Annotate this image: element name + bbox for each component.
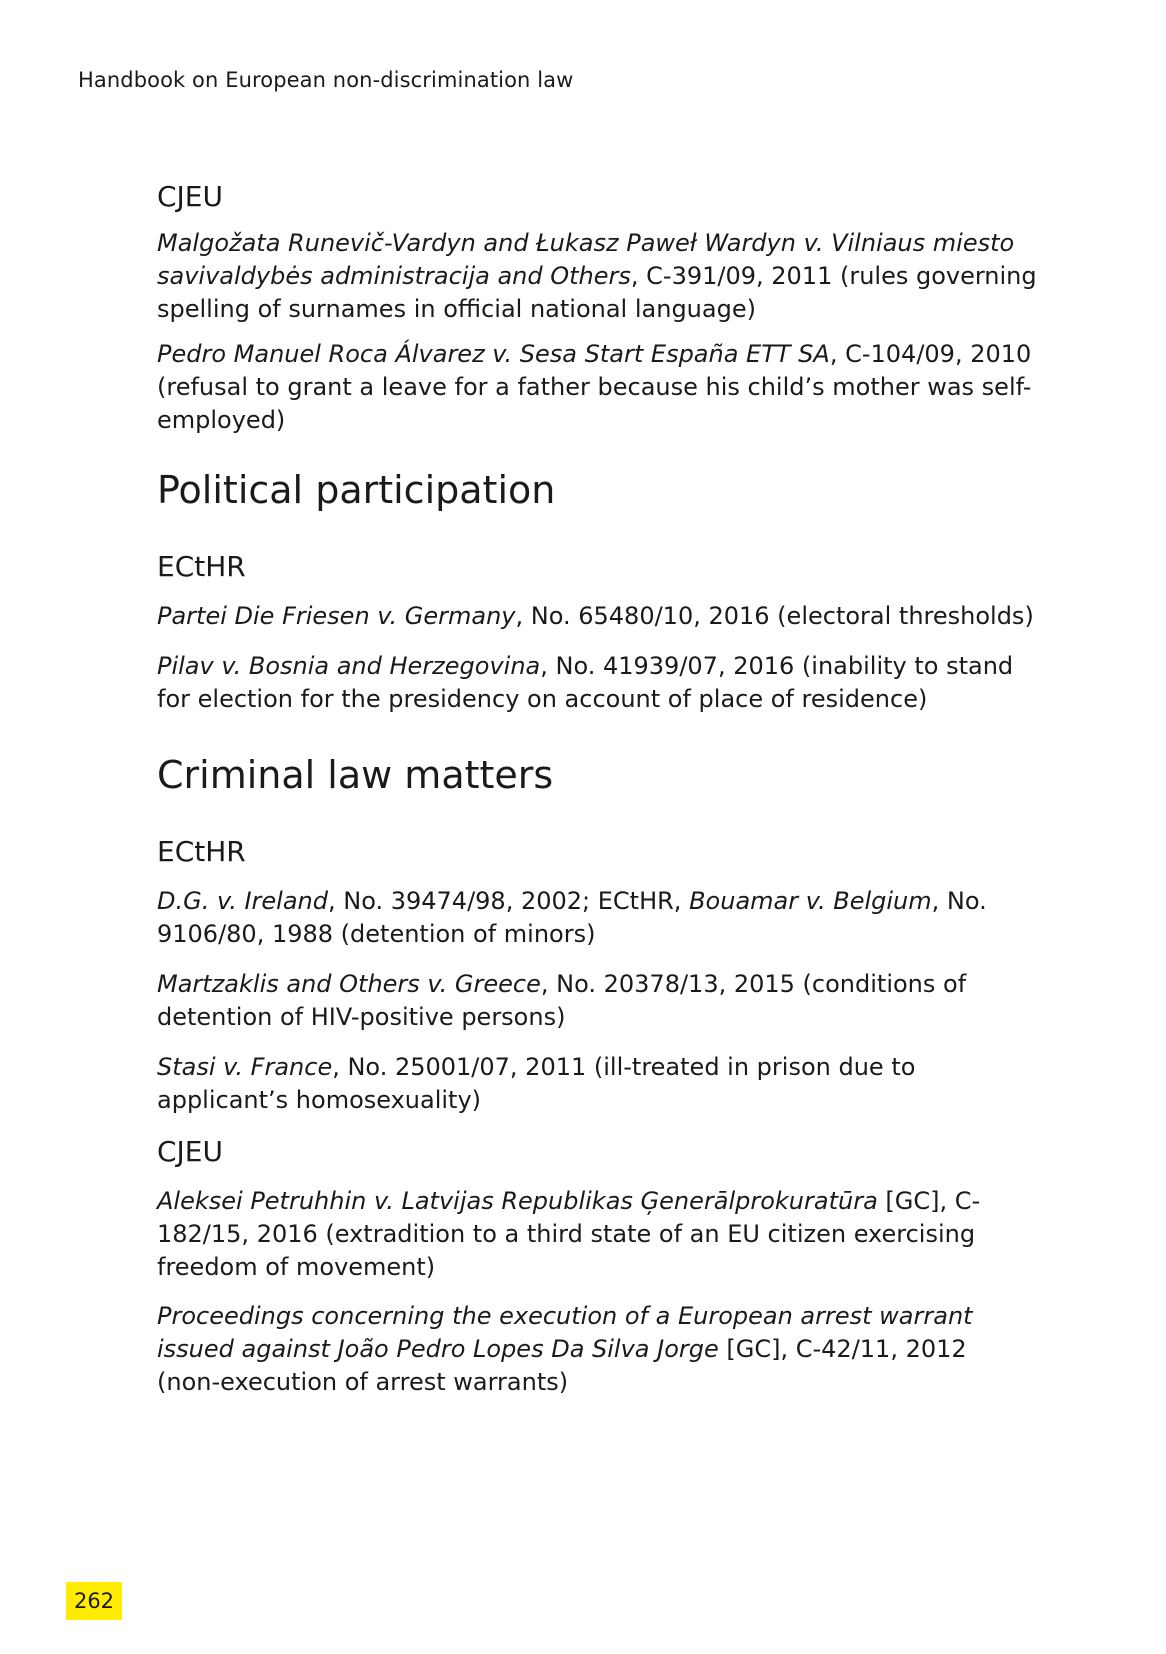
case-entry — [157, 600, 1037, 633]
running-header: Handbook on European non-discrimination law — [78, 68, 574, 92]
case-details: [GC], C-42/11, 2012 (non-execution of arrest warrants) — [157, 1335, 967, 1396]
case-details: , No. 25001/07, 2011 (ill-treated in prison due to applicant’s homosexuality) — [157, 1053, 916, 1114]
case-details: , No. 20378/13, 2015 (conditions of detention of HIV-positive persons) — [157, 970, 967, 1031]
case-entry — [157, 1300, 1037, 1399]
court-heading-cjeu: CJEU — [157, 1135, 223, 1168]
court-heading-cjeu: CJEU — [157, 180, 223, 213]
case-details: , No. 65480/10, 2016 (electoral thresholds) — [515, 602, 1034, 630]
case-entry — [157, 227, 1037, 326]
case-name: D.G. v. Ireland — [157, 887, 328, 915]
case-details: , C-104/09, 2010 (refusal to grant a leave for a father because his child’s mother was self-employed) — [157, 340, 1032, 434]
case-details: , No. 9106/80, 1988 (detention of minors) — [157, 887, 987, 948]
case-name: Aleksei Petruhhin v. Latvijas Republikas Ģenerālprokuratūra — [157, 1187, 878, 1215]
page-number: 262 — [66, 1582, 122, 1620]
case-details: , No. 39474/98, 2002; ECtHR, — [328, 887, 690, 915]
case-entry — [157, 968, 1037, 1034]
case-details: [GC], C-182/15, 2016 (extradition to a third state of an EU citizen exercising freedom of movement) — [157, 1187, 981, 1281]
case-name: Stasi v. France — [157, 1053, 333, 1081]
case-details: , No. 41939/07, 2016 (inability to stand for election for the presidency on account of place of residence) — [157, 652, 1014, 713]
case-name: Bouamar v. Belgium — [689, 887, 932, 915]
case-entry — [157, 885, 1037, 951]
section-title-criminal-law-matters: Criminal law matters — [157, 753, 554, 797]
court-heading-ecthr: ECtHR — [157, 835, 246, 868]
case-name: Pilav v. Bosnia and Herzegovina — [157, 652, 541, 680]
case-entry — [157, 1185, 1037, 1284]
case-name: Martzaklis and Others v. Greece — [157, 970, 541, 998]
court-heading-ecthr: ECtHR — [157, 550, 246, 583]
case-entry — [157, 1051, 1037, 1117]
case-name: Proceedings concerning the execution of a European arrest warrant issued against João Pedro Lopes Da Silva Jorge — [157, 1302, 973, 1363]
case-entry — [157, 650, 1037, 716]
case-name: Pedro Manuel Roca Álvarez v. Sesa Start España ETT SA — [157, 340, 830, 368]
case-name: Malgožata Runevič-Vardyn and Łukasz Paweł Wardyn v. Vilniaus miesto savivaldybės administracija and Others — [157, 229, 1015, 290]
case-entry — [157, 338, 1037, 437]
case-details: , C-391/09, 2011 (rules governing spelling of surnames in official national language) — [157, 262, 1037, 323]
case-name: Partei Die Friesen v. Germany — [157, 602, 516, 630]
section-title-political-participation: Political participation — [157, 468, 556, 512]
